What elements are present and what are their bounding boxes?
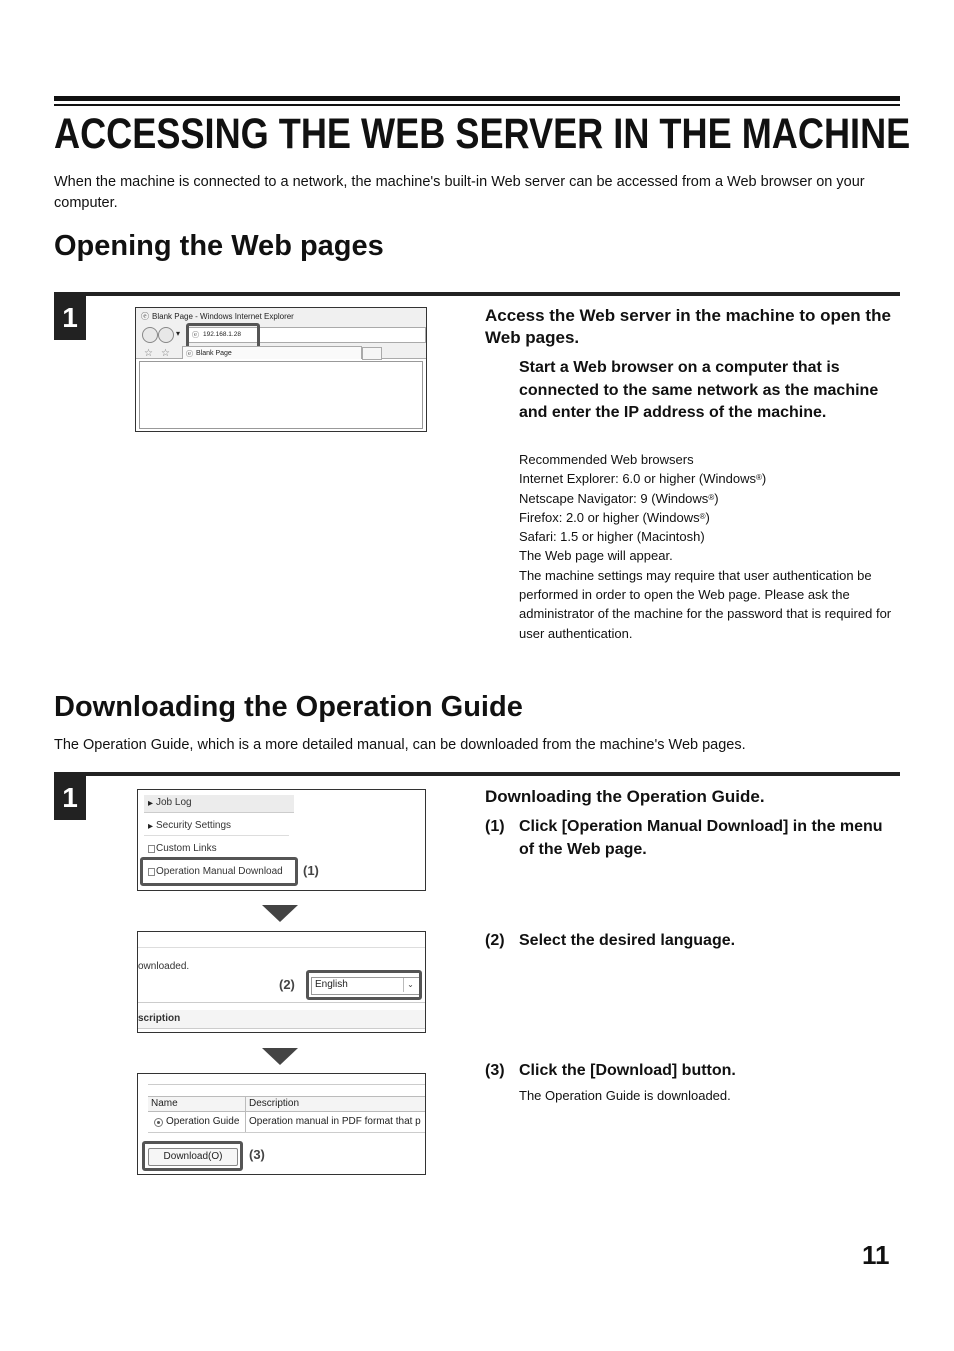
dropdown-icon: ▾ xyxy=(176,329,181,338)
table-header-row xyxy=(138,1010,425,1029)
address-text: 192.168.1.28 xyxy=(203,331,241,338)
step2-heading: Downloading the Operation Guide. xyxy=(485,787,765,806)
download-screenshot xyxy=(137,1073,426,1175)
column-divider xyxy=(245,1096,246,1132)
menu-label-operation-manual: Operation Manual Download xyxy=(156,866,283,877)
row-description: Operation manual in PDF format that p xyxy=(249,1116,421,1127)
divider xyxy=(148,1084,425,1085)
header-rule-thin xyxy=(54,104,900,106)
step-instruction: Start a Web browser on a computer that is connected to the same network as the machine and enter the IP address of the machine. xyxy=(519,359,879,421)
note-ie: Internet Explorer: 6.0 or higher (Windows®) xyxy=(519,471,767,487)
forward-button-icon[interactable] xyxy=(158,327,174,343)
partial-text: ownloaded. xyxy=(138,961,190,972)
page-number: 11 xyxy=(862,1240,890,1270)
language-highlight xyxy=(306,970,422,1000)
section-heading-opening: Opening the Web pages xyxy=(54,230,384,262)
new-tab-button[interactable] xyxy=(362,347,382,360)
document-icon xyxy=(148,845,155,853)
radio-dot-icon xyxy=(157,1121,160,1124)
add-favorites-icon[interactable]: ☆ xyxy=(161,348,170,359)
download-highlight xyxy=(142,1141,243,1171)
browser-window-title: Blank Page - Windows Internet Explorer xyxy=(152,312,294,321)
step-rule xyxy=(54,292,900,296)
divider xyxy=(148,1132,425,1133)
page-intro: When the machine is connected to a network, the machine's built-in Web server can be accessed from a Web browser on your computer. xyxy=(54,174,865,211)
item-number: (2) xyxy=(485,932,505,949)
instruction-item-2 xyxy=(485,930,885,953)
step-heading: Access the Web server in the machine to open the Web pages. xyxy=(485,306,891,347)
browser-screenshot xyxy=(135,307,427,432)
page-title: ACCESSING THE WEB SERVER IN THE MACHINE xyxy=(54,110,911,158)
chevron-down-icon[interactable]: ⌄ xyxy=(403,978,417,992)
callout-2: (2) xyxy=(279,977,295,992)
address-page-icon: ⓔ xyxy=(192,332,199,339)
download-button[interactable]: Download(O) xyxy=(148,1148,238,1166)
divider xyxy=(138,947,425,948)
down-arrow-icon xyxy=(262,905,298,922)
menu-highlight xyxy=(140,857,298,886)
header-rule-thick xyxy=(54,96,900,101)
menu-expand-icon: ▸ xyxy=(148,798,154,809)
column-header-description: Description xyxy=(249,1098,300,1109)
back-button-icon[interactable] xyxy=(142,327,158,343)
item-text: Click [Operation Manual Download] in the menu of the Web page. xyxy=(519,818,883,858)
note-netscape: Netscape Navigator: 9 (Windows®) xyxy=(519,490,719,506)
item-number: (1) xyxy=(485,818,505,835)
column-header-name: Name xyxy=(151,1098,178,1109)
divider xyxy=(138,1002,425,1003)
step-number-badge: 1 xyxy=(54,296,86,340)
note-auth: The machine settings may require that user authentication be performed in order to open the Web page. Please ask the administrator of the machine for the password that is required for user authentication. xyxy=(519,567,892,641)
row-name: Operation Guide xyxy=(166,1116,240,1127)
favorites-star-icon[interactable]: ☆ xyxy=(144,348,153,359)
menu-screenshot xyxy=(137,789,426,891)
tab-label: Blank Page xyxy=(196,350,232,357)
step-number-badge-2: 1 xyxy=(54,776,86,820)
callout-1: (1) xyxy=(303,863,319,878)
tab-page-icon: ⓔ xyxy=(186,351,193,358)
partial-header: scription xyxy=(138,1013,181,1024)
menu-label-custom-links: Custom Links xyxy=(156,843,217,854)
ie-logo-icon: ⓔ xyxy=(141,312,149,321)
section2-intro: The Operation Guide, which is a more detailed manual, can be downloaded from the machine's Web pages. xyxy=(54,737,746,753)
section-heading-downloading: Downloading the Operation Guide xyxy=(54,691,523,723)
instruction-item-1 xyxy=(485,816,885,858)
step-rule-2 xyxy=(54,772,900,776)
down-arrow-icon xyxy=(262,1048,298,1065)
language-value: English xyxy=(315,979,348,990)
note-firefox: Firefox: 2.0 or higher (Windows®) xyxy=(519,509,710,525)
item-text: Select the desired language. xyxy=(519,932,736,949)
item-text: Click the [Download] button. xyxy=(519,1062,736,1079)
browser-notes xyxy=(519,450,894,643)
callout-3: (3) xyxy=(249,1147,265,1162)
item3-note: The Operation Guide is downloaded. xyxy=(519,1088,731,1103)
instruction-item-3 xyxy=(485,1060,885,1083)
note-appear: The Web page will appear. xyxy=(519,548,673,564)
menu-label-security: Security Settings xyxy=(156,820,232,831)
browser-content-area xyxy=(139,361,423,429)
menu-expand-icon: ▸ xyxy=(148,821,154,832)
note-recommended: Recommended Web browsers xyxy=(519,452,694,467)
menu-label-job-log: Job Log xyxy=(156,797,192,808)
note-safari: Safari: 1.5 or higher (Macintosh) xyxy=(519,529,705,545)
item-number: (3) xyxy=(485,1062,505,1079)
